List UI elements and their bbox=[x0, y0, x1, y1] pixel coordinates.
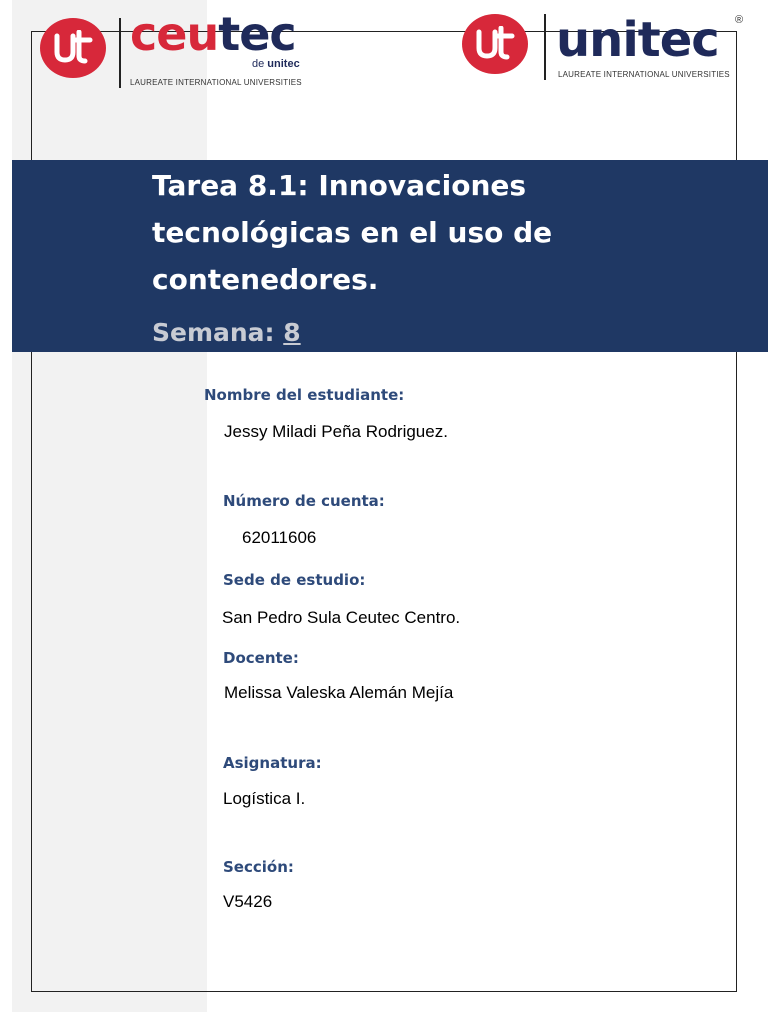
section-label: Sección: bbox=[223, 858, 294, 876]
ceutec-wordmark: ceutec bbox=[130, 7, 296, 61]
logo-divider bbox=[544, 14, 546, 80]
de-unitec-text: de unitec bbox=[252, 58, 300, 70]
teacher-label: Docente: bbox=[223, 649, 299, 667]
registered-mark: ® bbox=[735, 14, 744, 26]
account-number-label: Número de cuenta: bbox=[223, 492, 385, 510]
ut-badge-icon bbox=[462, 14, 528, 74]
ut-badge-icon bbox=[40, 18, 106, 78]
student-name-value: Jessy Miladi Peña Rodriguez. bbox=[224, 422, 448, 441]
campus-label: Sede de estudio: bbox=[223, 571, 366, 589]
campus-value: San Pedro Sula Ceutec Centro. bbox=[222, 608, 461, 627]
week-number: 8 bbox=[283, 318, 301, 347]
teacher-value: Melissa Valeska Alemán Mejía bbox=[224, 683, 454, 702]
unitec-tagline: LAUREATE INTERNATIONAL UNIVERSITIES bbox=[558, 70, 730, 79]
account-number-value: 62011606 bbox=[242, 528, 317, 547]
subject-label: Asignatura: bbox=[223, 754, 322, 772]
ceutec-logo bbox=[40, 7, 310, 94]
ceutec-tagline: LAUREATE INTERNATIONAL UNIVERSITIES bbox=[130, 78, 302, 87]
unitec-logo bbox=[458, 14, 748, 94]
subject-value: Logística I. bbox=[223, 789, 306, 808]
week-label: Semana: 8 bbox=[152, 318, 301, 347]
unitec-wordmark: unitec bbox=[556, 12, 719, 68]
section-value: V5426 bbox=[223, 892, 273, 911]
logo-divider bbox=[119, 18, 121, 88]
student-name-label: Nombre del estudiante: bbox=[204, 386, 405, 404]
document-title: Tarea 8.1: Innovaciones tecnológicas en el uso de contenedores. bbox=[152, 169, 553, 296]
